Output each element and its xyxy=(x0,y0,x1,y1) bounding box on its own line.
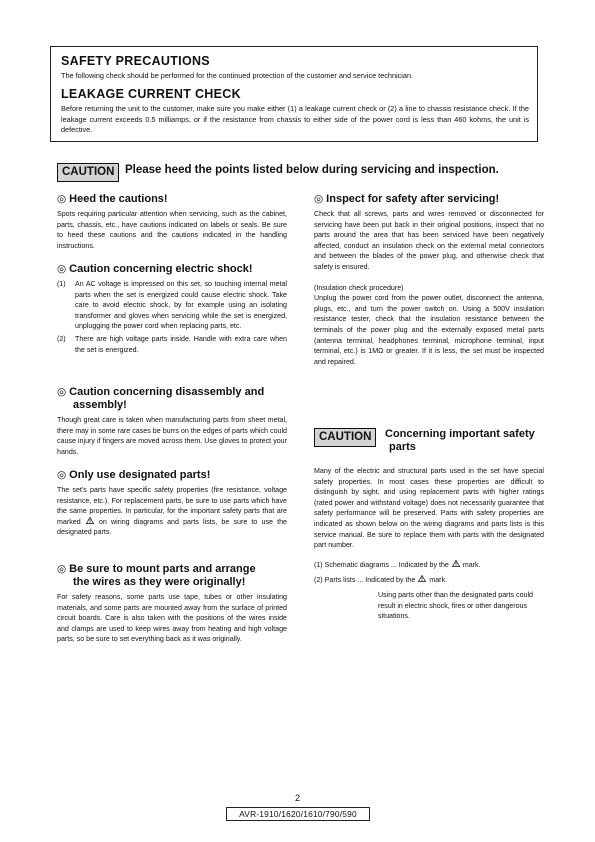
warning-triangle-icon xyxy=(86,517,94,524)
important-parts-banner xyxy=(314,428,544,458)
double-circle-icon: ◎ xyxy=(57,386,67,398)
caution-banner xyxy=(57,163,537,181)
shock-item-1-text: An AC voltage is impressed on this set, so touching internal metal parts when the set is energized could cause electric shock. Take care to avoid electric shock, by for example using an isolating transformer and gloves when servicing while the set is energized, unplugging the power cord when replacing parts, etc. xyxy=(75,280,287,331)
disassembly-heading-line2: assembly! xyxy=(73,399,127,411)
shock-item-1 xyxy=(57,279,287,332)
inspect-text: Check that all screws, parts and wires removed or disconnected for servicing have been put back in their original positions, inspect that no parts around the area that has been serviced have been negatively affected, conduct an insulation check on the external metal connectors and between the blades of the power plug, and otherwise check that safety is ensured. xyxy=(314,210,544,271)
shock-item-1-number: (1) xyxy=(57,280,66,288)
heed-heading xyxy=(57,193,287,206)
caution-tag-2: CAUTION xyxy=(314,428,376,447)
important-parts-heading xyxy=(385,428,535,454)
safety-precautions-box xyxy=(50,46,538,142)
insulation-procedure-label: (Insulation check procedure) xyxy=(314,283,404,292)
designated-text-after: on wiring diagrams and parts lists, be sure to use the designated parts. xyxy=(57,517,287,537)
shock-section xyxy=(57,263,287,355)
model-number-box: AVR-1910/1620/1610/790/590 xyxy=(226,807,370,821)
double-circle-icon: ◎ xyxy=(57,563,67,575)
double-circle-icon: ◎ xyxy=(57,469,67,481)
heed-text: Spots requiring particular attention when servicing, such as the cabinet, parts, chassis, etc., have cautions indicated on labels or seals. Be sure to heed these cautions and the cautions indicated in the handling instructions. xyxy=(57,210,287,250)
important-heading-line1: Concerning important safety xyxy=(385,428,535,440)
inspect-heading xyxy=(314,193,544,206)
double-circle-icon: ◎ xyxy=(314,193,324,205)
parts-list-item-mark: mark. xyxy=(429,576,448,585)
mount-section xyxy=(57,563,287,645)
disassembly-heading xyxy=(57,386,287,412)
important-parts-section xyxy=(314,466,544,622)
mount-heading-line1: Be sure to mount parts and arrange xyxy=(69,563,256,575)
important-parts-text: Many of the electric and structural parts used in the set have special safety properties. In most cases these properties are difficult to distinguish by sight, and using replacement parts with higher ratings (rated power and withstand voltage) does not necessarily guarantee that safety performance will be preserved. Parts with safety properties are indicated as shown below on the wiring diagrams and parts lists is this service manual. Be sure to replace them with parts with the designated part number. xyxy=(314,467,544,550)
shock-item-2-text: There are high voltage parts inside. Handle with extra care when the set is energized. xyxy=(75,334,287,354)
parts-list-item xyxy=(314,575,544,586)
shock-heading xyxy=(57,263,287,276)
inspect-section xyxy=(314,193,544,367)
warning-triangle-icon xyxy=(452,560,460,567)
important-heading-line2: parts xyxy=(389,441,416,453)
heed-heading-text: Heed the cautions! xyxy=(69,193,168,205)
double-circle-icon: ◎ xyxy=(57,263,67,275)
designated-section xyxy=(57,469,287,538)
shock-heading-text: Caution concerning electric shock! xyxy=(69,263,253,275)
schematic-item-text: (1) Schematic diagrams ... Indicated by the xyxy=(314,560,449,569)
designated-heading xyxy=(57,469,287,482)
disassembly-text: Though great care is taken when manufacturing parts from sheet metal, there may in some rare cases be burrs on the edges of parts which could cause injury if fingers are moved across them. Use gloves to protect your hands. xyxy=(57,416,287,456)
leakage-check-title: LEAKAGE CURRENT CHECK xyxy=(61,87,241,101)
important-parts-note: Using parts other than the designated parts could result in electric shock, fires or other dangerous situations. xyxy=(378,590,533,621)
mount-heading-line2: the wires as they were originally! xyxy=(73,576,246,588)
parts-list-item-text: (2) Parts lists ... Indicated by the xyxy=(314,576,416,585)
warning-triangle-icon xyxy=(418,575,426,582)
leakage-check-text: Before returning the unit to the customer, make sure you make either (1) a leakage current check or (2) a line to chassis resistance check. If the leakage current exceeds 0.5 milliamps, or if the resistance from chassis to either side of the power cord is less than 460 kohms, the unit is defective. xyxy=(61,104,529,135)
safety-precautions-title: SAFETY PRECAUTIONS xyxy=(61,54,210,68)
heed-section xyxy=(57,193,287,251)
designated-text xyxy=(57,485,287,538)
mount-text: For safety reasons, some parts use tape, tubes or other insulating materials, and some parts are mounted away from the surface of printed circuit boards. Care is also taken with the positions of the wires inside and clamps are used to keep wires away from heating and high voltage parts, so be sure to set everything back as it was originally. xyxy=(57,593,287,644)
schematic-item-mark: mark. xyxy=(462,560,481,569)
safety-precautions-text: The following check should be performed for the continued protection of the customer and service technician. xyxy=(61,71,414,80)
double-circle-icon: ◎ xyxy=(57,193,67,205)
inspect-heading-text: Inspect for safety after servicing! xyxy=(326,193,500,205)
shock-item-2-number: (2) xyxy=(57,334,66,343)
designated-text-before: The set's parts have specific safety properties (fire resistance, voltage resistance, etc.). For replacement parts, be sure to use parts which have the same properties. In particular, for the important safety parts that are marked xyxy=(57,486,287,526)
disassembly-heading-line1: Caution concerning disassembly and xyxy=(69,386,265,398)
disassembly-section xyxy=(57,386,287,457)
insulation-procedure-text: Unplug the power cord from the power outlet, disconnect the antenna, plugs, etc., and turn the power switch on. Using a 500V insulation resistance tester, check that the insulation resistance between the terminals of the power plug and the externally exposed metal parts (antenna terminal, headphones terminal, microphone terminal, input terminal, etc.) is 1MΩ or greater. If it is less, the set must be inspected and repaired. xyxy=(314,294,544,366)
mount-heading xyxy=(57,563,287,589)
page-number: 2 xyxy=(294,793,300,803)
designated-heading-text: Only use designated parts! xyxy=(69,469,211,481)
caution-tag: CAUTION xyxy=(57,163,119,182)
schematic-item xyxy=(314,560,544,571)
caution-banner-heading: Please heed the points listed below during servicing and inspection. xyxy=(125,164,499,176)
shock-item-2 xyxy=(57,334,287,355)
